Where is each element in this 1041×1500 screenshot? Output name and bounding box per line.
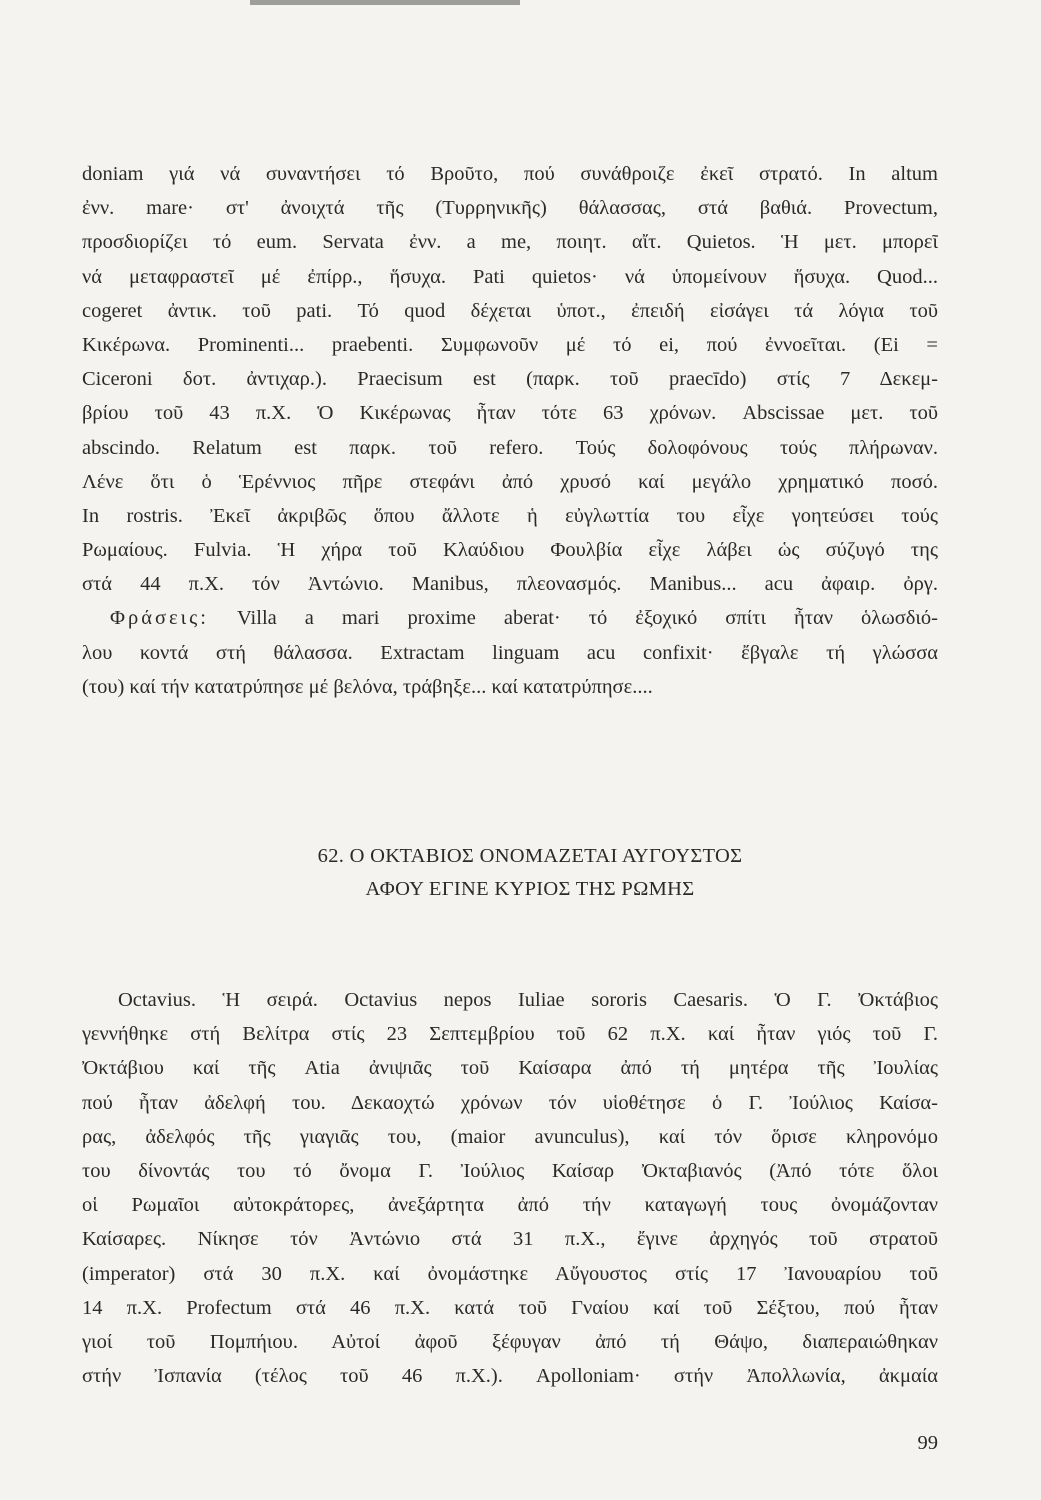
text-line: γιοί τοῦ Πομπήιου. Αὐτοί ἀφοῦ ξέφυγαν ἀπό τή Θάψο, διαπεραιώθηκαν	[82, 1330, 938, 1353]
text-line: προσδιορίζει τό eum. Servata ἐνν. a me, ποιητ. αἴτ. Quietos. Ἡ μετ. μπορεῖ	[82, 231, 938, 254]
text-line: λου κοντά στή θάλασσα. Extractam linguam acu confixit· ἔβγαλε τή γλώσσα	[82, 641, 938, 664]
chapter-section	[82, 983, 938, 1393]
text-line: cogeret ἀντικ. τοῦ pati. Τό quod δέχεται ὑποτ., ἐπειδή εἰσάγει τά λόγια τοῦ	[82, 299, 938, 322]
phrases-first-line	[82, 601, 938, 635]
text-line: πού ἦταν ἀδελφή του. Δεκαοχτώ χρόνων τόν υἱοθέτησε ὁ Γ. Ἰούλιος Καίσα-	[82, 1091, 938, 1114]
text-line: Ὀκτάβιου καί τῆς Atia ἀνιψιᾶς τοῦ Καίσαρα ἀπό τή μητέρα τῆς Ἰουλίας	[82, 1057, 938, 1080]
commentary-section	[82, 157, 938, 704]
text-line: In rostris. Ἐκεῖ ἀκριβῶς ὅπου ἄλλοτε ἡ εὐγλωττία του εἶχε γοητεύσει τούς	[82, 504, 938, 527]
text-line: οἱ Ρωμαῖοι αὐτοκράτορες, ἀνεξάρτητα ἀπό τήν καταγωγή τους ὀνομάζονταν	[82, 1194, 938, 1217]
text-line: βρίου τοῦ 43 π.Χ. Ὁ Κικέρωνας ἦταν τότε 63 χρόνων. Abscissae μετ. τοῦ	[82, 402, 938, 425]
text-line: ρας, ἀδελφός τῆς γιαγιᾶς του, (maior avunculus), καί τόν ὅρισε κληρονόμο	[82, 1125, 938, 1148]
phrases-text: Villa a mari proxime aberat· τό ἐξοχικό σπίτι ἦταν ὁλωσδιό-	[236, 607, 938, 630]
text-line: (του) καί τήν κατατρύπησε μέ βελόνα, τράβηξε... καί κατατρύπησε....	[82, 675, 653, 698]
text-line: στά 44 π.Χ. τόν Ἀντώνιο. Manibus, πλεονασμός. Manibus... acu ἀφαιρ. ὀργ.	[82, 573, 938, 596]
text-line: Καίσαρες. Νίκησε τόν Ἀντώνιο στά 31 π.Χ., ἔγινε ἀρχηγός τοῦ στρατοῦ	[82, 1228, 938, 1251]
phrases-label: Φράσεις:	[110, 607, 209, 630]
text-line: γεννήθηκε στή Βελίτρα στίς 23 Σεπτεμβρίου τοῦ 62 π.Χ. καί ἦταν γιός τοῦ Γ.	[82, 1023, 938, 1046]
text-line: νά μεταφραστεῖ μέ ἐπίρρ., ἥσυχα. Pati quietos· νά ὑπομείνουν ἥσυχα. Quod...	[82, 265, 938, 288]
text-line: Octavius. Ἡ σειρά. Octavius nepos Iuliae sororis Caesaris. Ὁ Γ. Ὀκτάβιος	[118, 989, 938, 1011]
text-line: Ciceroni δοτ. ἀντιχαρ.). Praecisum est (παρκ. τοῦ praecīdo) στίς 7 Δεκεμ-	[82, 368, 938, 391]
text-line: 14 π.Χ. Profectum στά 46 π.Χ. κατά τοῦ Γναίου καί τοῦ Σέξτου, πού ἦταν	[82, 1296, 938, 1319]
text-line: Λένε ὅτι ὁ Ἑρέννιος πῆρε στεφάνι ἀπό χρυσό καί μεγάλο χρηματικό ποσό.	[82, 470, 938, 493]
text-line: (imperator) στά 30 π.Χ. καί ὀνομάστηκε Αὔγουστος στίς 17 Ἰανουαρίου τοῦ	[82, 1262, 938, 1285]
heading-line-2: ΑΦΟΥ ΕΓΙΝΕ ΚΥΡΙΟΣ ΤΗΣ ΡΩΜΗΣ	[365, 878, 695, 900]
text-line: του δίνοντάς του τό ὄνομα Γ. Ἰούλιος Καίσαρ Ὀκταβιανός (Ἀπό τότε ὅλοι	[82, 1159, 938, 1182]
text-line: Κικέρωνα. Prominenti... praebenti. Συμφωνοῦν μέ τό ei, πού ἐννοεῖται. (Ei =	[82, 333, 938, 356]
section-heading	[82, 840, 938, 906]
text-line: στήν Ἰσπανία (τέλος τοῦ 46 π.Χ.). Apolloniam· στήν Ἀπολλωνία, ἀκμαία	[82, 1365, 938, 1388]
text-line: ἐνν. mare· στ' ἀνοιχτά τῆς (Τυρρηνικῆς) θάλασσας, στά βαθιά. Provectum,	[82, 197, 938, 220]
top-rule	[250, 0, 520, 5]
page-number: 99	[917, 1432, 938, 1454]
text-line: Ρωμαίους. Fulvia. Ἡ χήρα τοῦ Κλαύδιου Φουλβία εἶχε λάβει ὡς σύζυγό της	[82, 539, 938, 562]
heading-line-1: 62. Ο ΟΚΤΑΒΙΟΣ ΟΝΟΜΑΖΕΤΑΙ ΑΥΓΟΥΣΤΟΣ	[317, 845, 743, 867]
text-line: abscindo. Relatum est παρκ. τοῦ refero. Τούς δολοφόνους τούς πλήρωναν.	[82, 436, 938, 459]
text-line: doniam γιά νά συναντήσει τό Βροῦτο, πού συνάθροιζε ἐκεῖ στρατό. In altum	[82, 163, 938, 185]
